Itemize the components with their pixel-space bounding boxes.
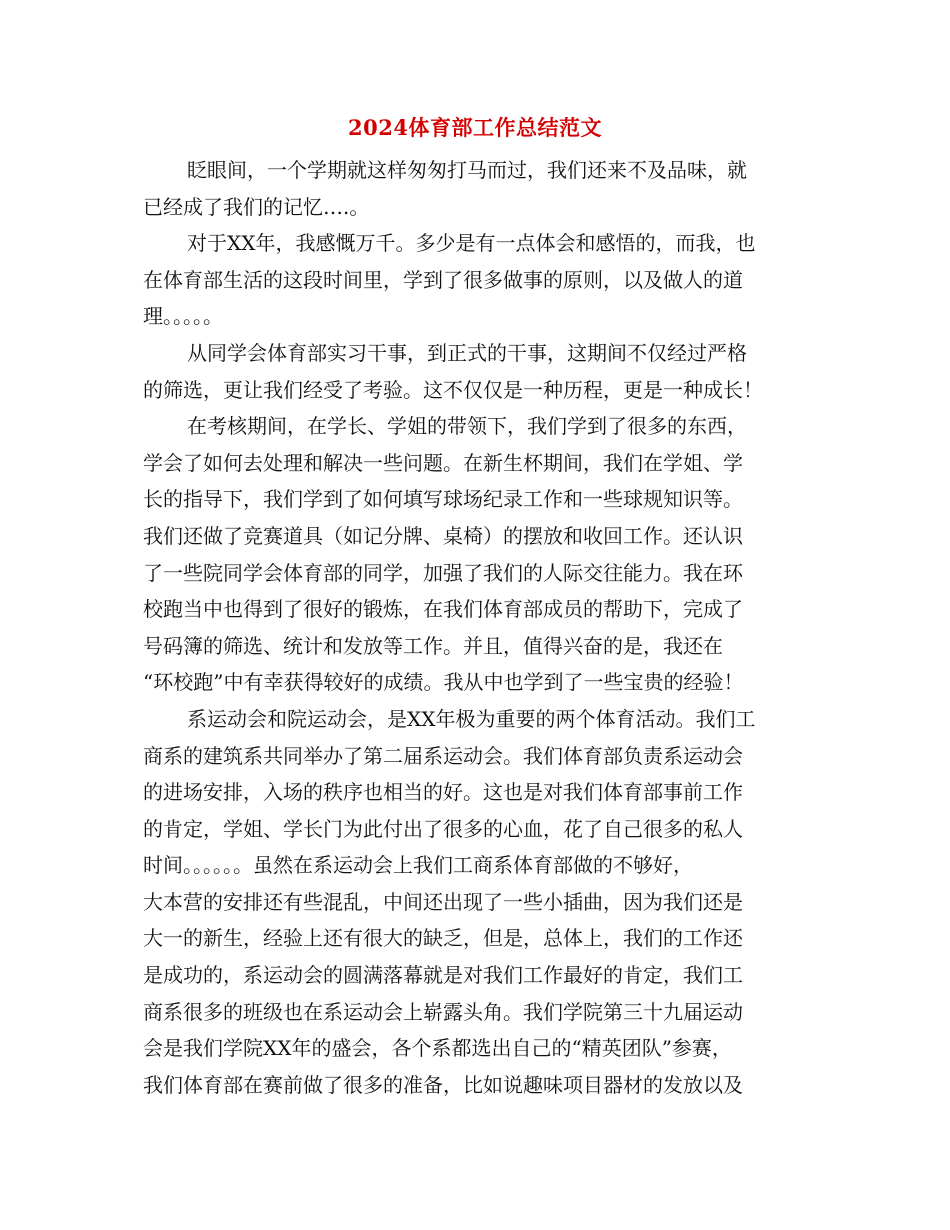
body-line: 从同学会体育部实习干事，到正式的干事，这期间不仅经过严格 bbox=[187, 340, 747, 365]
body-line: 商系很多的班级也在系运动会上崭露头角。我们学院第三十九届运动 bbox=[143, 999, 743, 1024]
body-line: 大一的新生，经验上还有很大的缺乏，但是，总体上，我们的工作还 bbox=[143, 926, 743, 951]
body-line: 的进场安排，入场的秩序也相当的好。这也是对我们体育部事前工作 bbox=[143, 780, 743, 805]
document-title: 2024体育部工作总结范文 bbox=[348, 115, 602, 140]
body-line: 在体育部生活的这段时间里，学到了很多做事的原则，以及做人的道 bbox=[143, 267, 743, 292]
body-line: 大本营的安排还有些混乱，中间还出现了一些小插曲，因为我们还是 bbox=[143, 889, 743, 914]
body-line: 已经成了我们的记忆….。 bbox=[143, 194, 370, 219]
body-line: 学会了如何去处理和解决一些问题。在新生杯期间，我们在学姐、学 bbox=[143, 450, 743, 475]
body-line: 是成功的，系运动会的圆满落幕就是对我们工作最好的肯定，我们工 bbox=[143, 963, 743, 988]
body-line: 的肯定，学姐、学长门为此付出了很多的心血，花了自己很多的私人 bbox=[143, 816, 743, 841]
body-line: 我们还做了竞赛道具（如记分牌、桌椅）的摆放和收回工作。还认识 bbox=[143, 523, 743, 548]
body-line: 对于XX年，我感慨万千。多少是有一点体会和感悟的，而我，也 bbox=[187, 231, 756, 256]
body-line: 了一些院同学会体育部的同学，加强了我们的人际交往能力。我在环 bbox=[143, 560, 743, 585]
body-line: 长的指导下，我们学到了如何填写球场纪录工作和一些球规知识等。 bbox=[143, 487, 743, 512]
document-body bbox=[143, 152, 807, 1103]
body-line: 号码簿的筛选、统计和发放等工作。并且，值得兴奋的是，我还在 bbox=[143, 633, 723, 658]
body-line: 我们体育部在赛前做了很多的准备，比如说趣味项目器材的发放以及 bbox=[143, 1072, 743, 1097]
body-line: 会是我们学院XX年的盛会，各个系都选出自己的“精英团队”参赛， bbox=[143, 1036, 732, 1061]
body-line: 眨眼间，一个学期就这样匆匆打马而过，我们还来不及品味，就 bbox=[187, 158, 747, 182]
body-line: 理。。。。。 bbox=[143, 304, 223, 329]
body-line: 校跑当中也得到了很好的锻炼，在我们体育部成员的帮助下，完成了 bbox=[143, 597, 743, 622]
body-line: 在考核期间，在学长、学姐的带领下，我们学到了很多的东西， bbox=[187, 414, 747, 439]
body-line: 的筛选，更让我们经受了考验。这不仅仅是一种历程，更是一种成长！ bbox=[143, 377, 763, 402]
body-line: “环校跑”中有幸获得较好的成绩。我从中也学到了一些宝贵的经验！ bbox=[143, 670, 744, 695]
body-line: 时间。。。。。。虽然在系运动会上我们工商系体育部做的不够好， bbox=[143, 853, 693, 878]
body-line: 商系的建筑系共同举办了第二届系运动会。我们体育部负责系运动会 bbox=[143, 743, 743, 768]
body-line: 系运动会和院运动会，是XX年极为重要的两个体育活动。我们工 bbox=[187, 706, 756, 731]
